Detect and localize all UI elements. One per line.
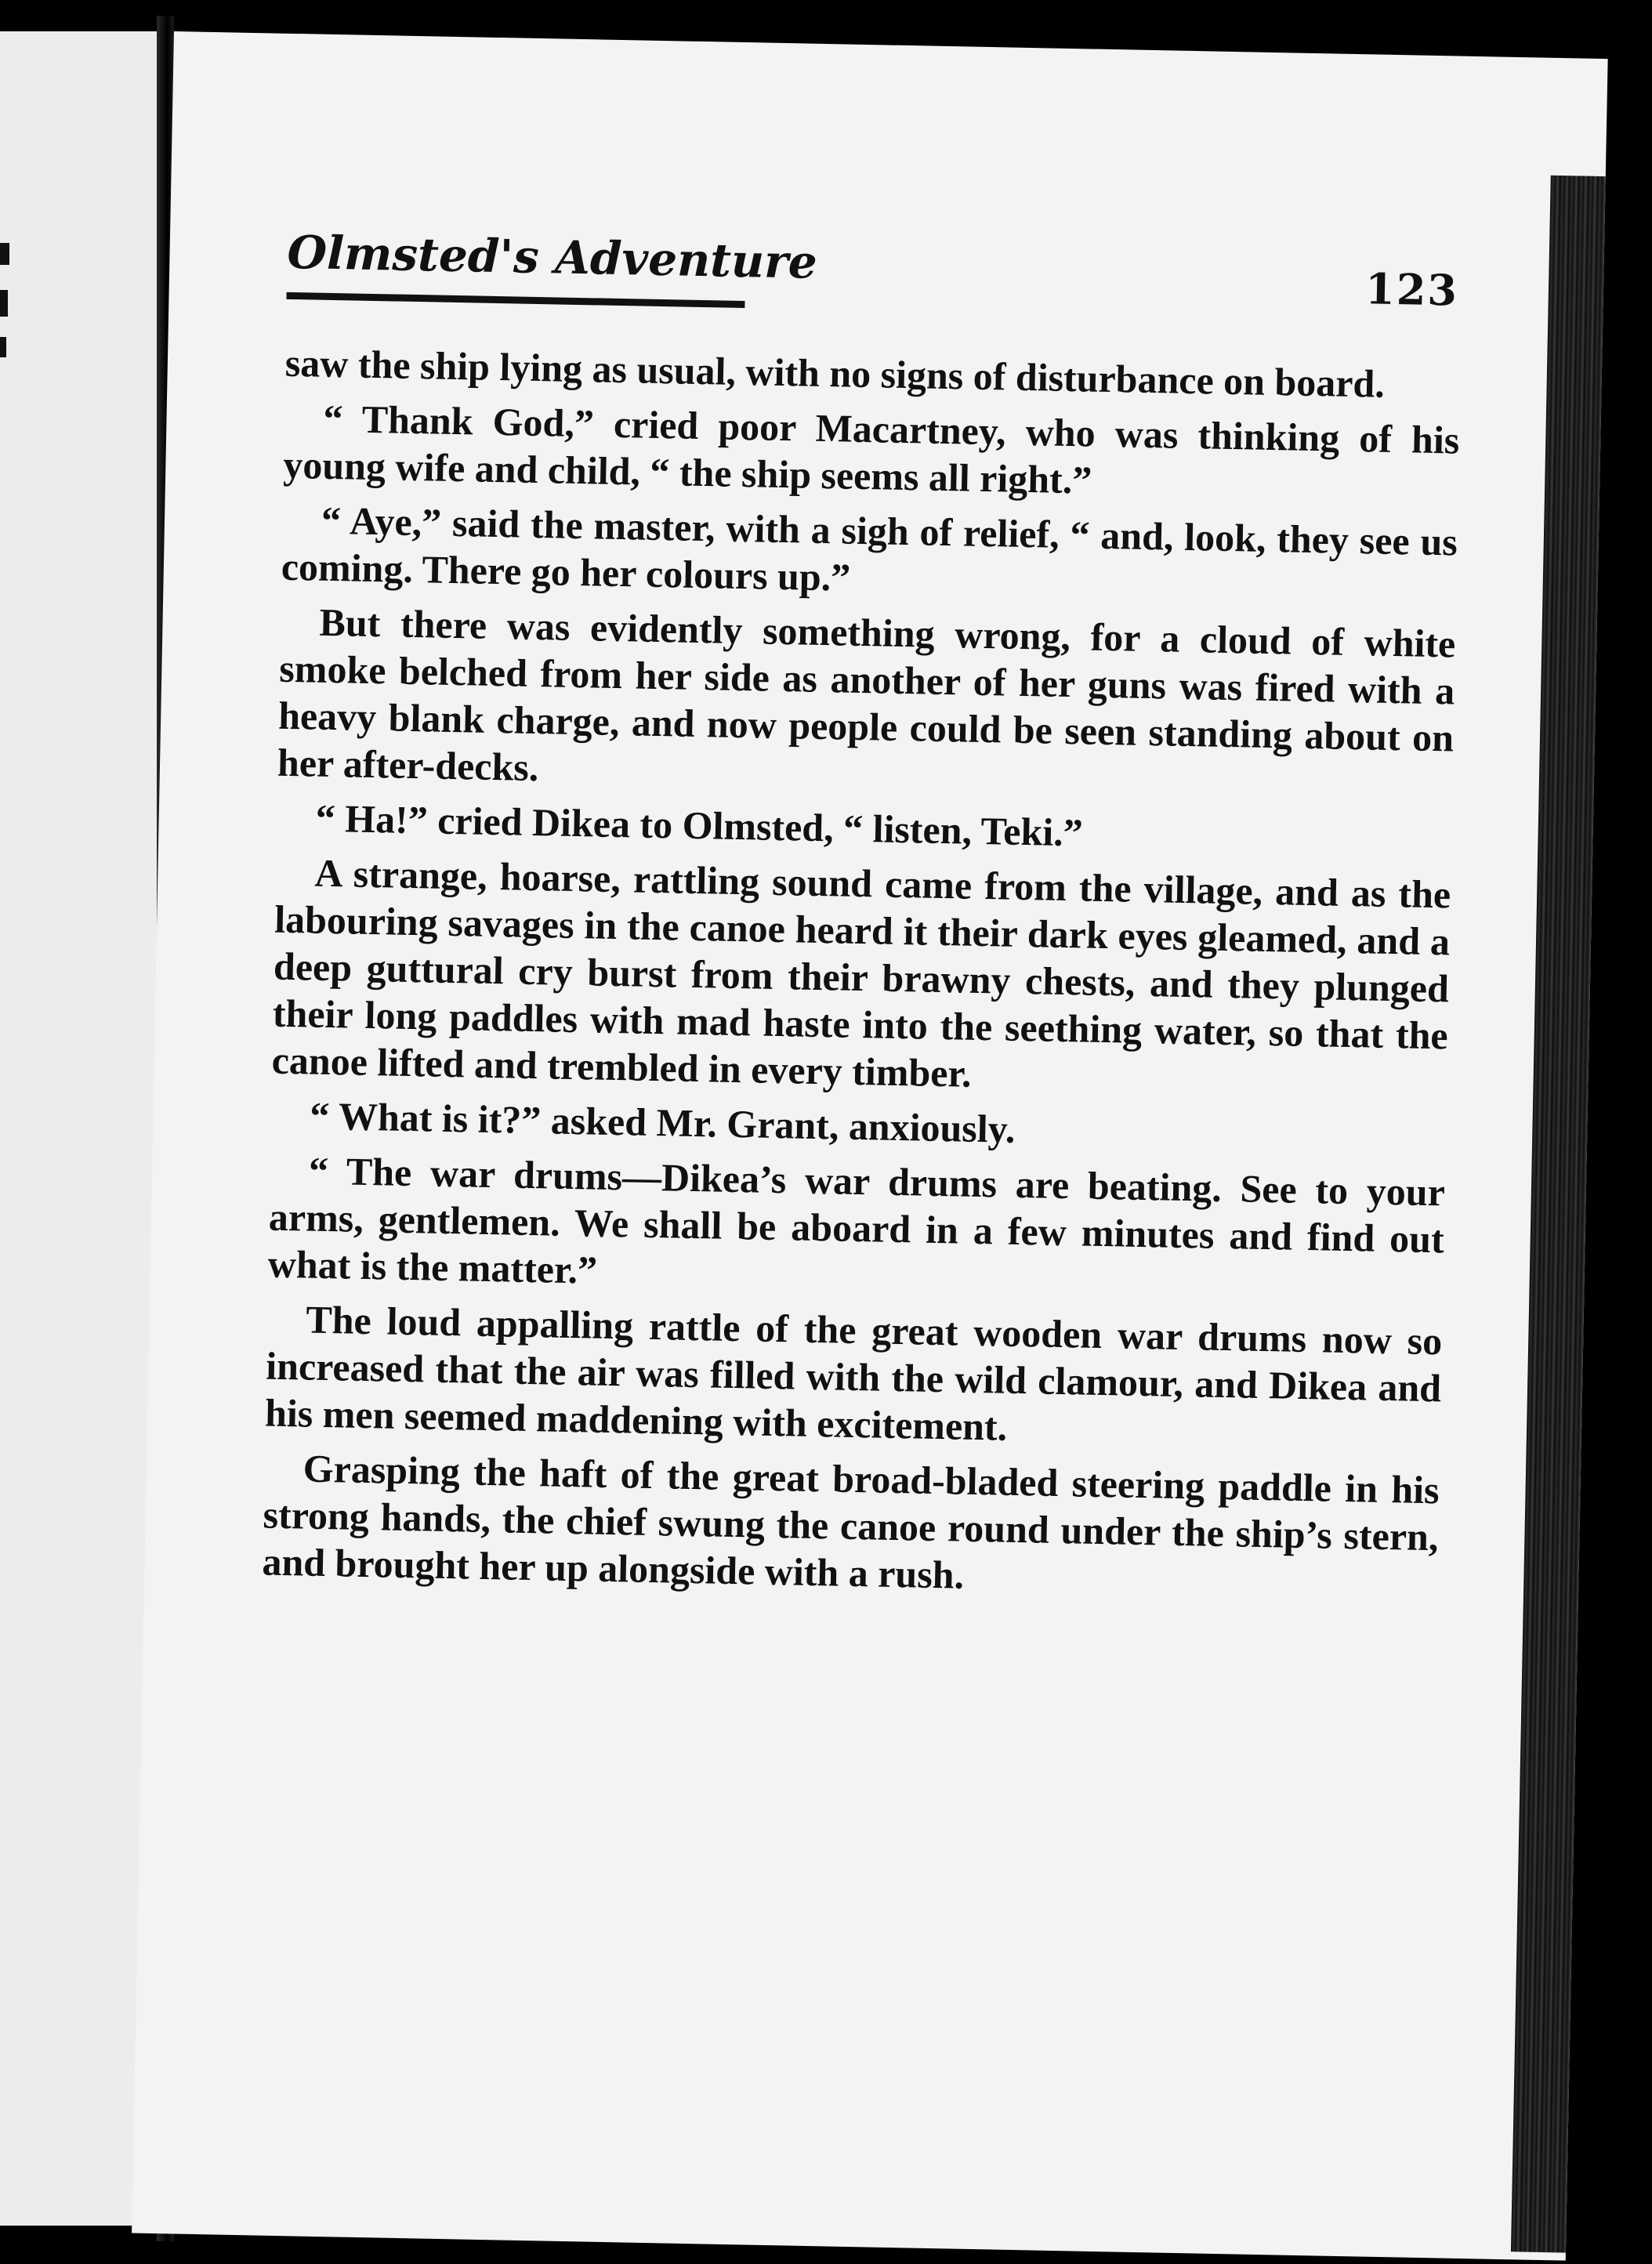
running-head-title: Olmsted's Adventure — [286, 225, 818, 289]
page-number: 123 — [1364, 263, 1459, 316]
running-head-rule — [286, 292, 744, 308]
body-text — [262, 339, 1461, 1616]
paragraph: “ The war drums—Dikea’s war drums are beating. See to your arms, gentlemen. We shall be aboard in a few minutes and find out what is the matter.” — [267, 1148, 1446, 1292]
paragraph: “ Thank God,” cried poor Macartney, who was thinking of his young wife and child, “ the ship seems all right.” — [282, 396, 1460, 502]
facing-page-text-fragment — [0, 243, 9, 265]
facing-page-text-fragment — [0, 290, 8, 317]
paragraph: The loud appalling rattle of the great wooden war drums now so increased that the air was filled with the wild clamour, and Dikea and his men seemed maddening with excitement. — [264, 1297, 1443, 1449]
paragraph: saw the ship lying as usual, with no signs of disturbance on board. — [284, 340, 1386, 406]
paragraph: But there was evidently something wrong, for a cloud of white smoke belched from her side as another of her guns was fired with a heavy blank charge, and now people could be seen standing about on her after-decks. — [277, 600, 1456, 790]
paragraph: “ Aye,” said the master, with a sigh of relief, “ and, look, they see us coming. There go her colours up.” — [281, 498, 1458, 600]
book-page — [132, 31, 1608, 2261]
paragraph: A strange, hoarse, rattling sound came from the village, and as the labouring savages in the canoe heard it their dark eyes gleamed, and a deep guttural cry burst from their brawny chests, and they plunged their long paddles with mad haste into the seething water, so that the canoe lifted and trembled in every timber. — [271, 850, 1451, 1096]
facing-page-text-fragment — [0, 337, 6, 357]
facing-page-edge — [0, 31, 157, 2226]
paragraph: “ What is it?” asked Mr. Grant, anxiously. — [309, 1093, 1016, 1151]
paragraph: Grasping the haft of the great broad-bladed steering paddle in his strong hands, the chief swung the canoe round under the ship’s stern, and brought her up alongside with a rush. — [261, 1446, 1440, 1597]
page-block-edge — [1511, 176, 1606, 2253]
paragraph: “ Ha!” cried Dikea to Olmsted, “ listen, Teki.” — [315, 795, 1084, 855]
running-head — [286, 226, 1463, 350]
